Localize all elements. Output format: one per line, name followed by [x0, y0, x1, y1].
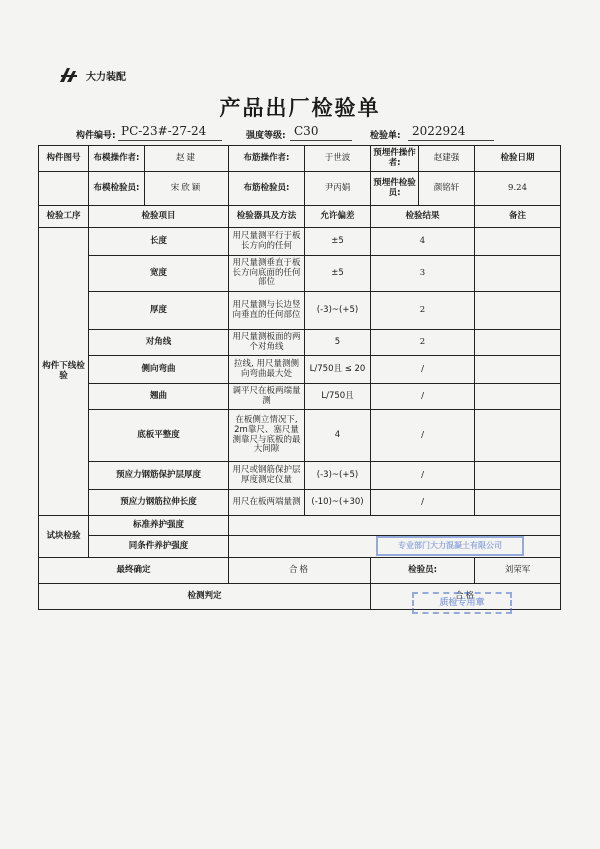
result-header: 检验结果 — [371, 206, 475, 228]
tool-method-header: 检验器具及方法 — [229, 206, 305, 228]
component-no-value: PC-23#-27-24 — [121, 124, 207, 138]
row-method: 用尺或钢筋保护层厚度测定仪量 — [229, 462, 305, 490]
formwork-inspector-signature: 宋欣颖 — [145, 172, 229, 206]
judgement-signature: 合格 — [371, 584, 561, 610]
row-result: 3 — [371, 256, 475, 292]
formwork-inspector-label: 布模检验员: — [89, 172, 145, 206]
same-curing-strength-label: 同条件养护强度 — [89, 536, 229, 558]
row-item: 长度 — [89, 228, 229, 256]
formwork-operator-label: 布模操作者: — [89, 146, 145, 172]
row-remarks — [475, 256, 561, 292]
inspector-label: 检验员: — [371, 558, 475, 584]
row-result: / — [371, 410, 475, 462]
row-method: 用尺量测平行于板长方向的任何 — [229, 228, 305, 256]
row-method: 用尺量测与长边竖向垂直的任何部位 — [229, 292, 305, 330]
company-logo-icon — [58, 66, 80, 84]
rebar-inspector-label: 布筋检验员: — [229, 172, 305, 206]
std-curing-strength-label: 标准养护强度 — [89, 516, 229, 536]
row-item: 预应力钢筋拉伸长度 — [89, 490, 229, 516]
row-result: 2 — [371, 330, 475, 356]
row-remarks — [475, 356, 561, 384]
company-name: 大力装配 — [86, 72, 126, 83]
row-item: 对角线 — [89, 330, 229, 356]
qc-stamp: 质检专用章 — [412, 592, 512, 614]
inspection-date-value: 9.24 — [475, 172, 561, 206]
row-method: 用尺量测板面的两个对角线 — [229, 330, 305, 356]
row-remarks — [475, 330, 561, 356]
row-method: 拉线, 用尺量测侧向弯曲最大处 — [229, 356, 305, 384]
page-title: 产品出厂检验单 — [219, 96, 381, 120]
row-result: 4 — [371, 228, 475, 256]
inspection-date-label: 检验日期 — [475, 146, 561, 172]
component-no-underline — [118, 140, 222, 141]
test-block-label: 试块检验 — [39, 516, 89, 558]
row-remarks — [475, 292, 561, 330]
embed-inspector-signature: 颜铭轩 — [419, 172, 475, 206]
process-header: 检验工序 — [39, 206, 89, 228]
row-tolerance: 4 — [305, 410, 371, 462]
inspection-no-value: 2022924 — [412, 124, 466, 138]
offline-inspection-label: 构件下线检验 — [39, 228, 89, 516]
inspection-no-label: 检验单: — [370, 131, 401, 141]
component-no-label: 构件编号: — [76, 131, 116, 141]
embed-operator-label: 预埋件操作者: — [371, 146, 419, 172]
row-item: 翘曲 — [89, 384, 229, 410]
strength-grade-value: C30 — [294, 124, 319, 138]
row-tolerance: (-3)~(+5) — [305, 292, 371, 330]
row-method: 用尺在板两端量测 — [229, 490, 305, 516]
tolerance-header: 允许偏差 — [305, 206, 371, 228]
final-result-signature: 合格 — [229, 558, 371, 584]
row-remarks — [475, 410, 561, 462]
row-result: 2 — [371, 292, 475, 330]
row-tolerance: ±5 — [305, 228, 371, 256]
row-tolerance: ±5 — [305, 256, 371, 292]
inspection-no-underline — [408, 140, 494, 141]
strength-grade-label: 强度等级: — [246, 131, 286, 141]
row-tolerance: L/750且 — [305, 384, 371, 410]
row-tolerance: (-3)~(+5) — [305, 462, 371, 490]
row-tolerance: L/750且 ≤ 20 — [305, 356, 371, 384]
row-item: 宽度 — [89, 256, 229, 292]
row-result: / — [371, 490, 475, 516]
embed-inspector-label: 预埋件检验员: — [371, 172, 419, 206]
row-result: / — [371, 462, 475, 490]
company-stamp: 专业部门大力混凝土有限公司 — [376, 536, 524, 556]
remarks-header: 备注 — [475, 206, 561, 228]
row-item: 预应力钢筋保护层厚度 — [89, 462, 229, 490]
row-remarks — [475, 384, 561, 410]
std-curing-strength-value — [229, 516, 561, 536]
row-method: 调平尺在板两端量测 — [229, 384, 305, 410]
item-header: 检验项目 — [89, 206, 229, 228]
row-method: 用尺量测垂直于板长方向底面的任何部位 — [229, 256, 305, 292]
row-item: 侧向弯曲 — [89, 356, 229, 384]
row-remarks — [475, 490, 561, 516]
row-result: / — [371, 356, 475, 384]
row-method: 在板侧立情况下, 2m靠尺、塞尺量测靠尺与底板的最大间隙 — [229, 410, 305, 462]
final-confirmation-label: 最终确定 — [39, 558, 229, 584]
row-item: 底板平整度 — [89, 410, 229, 462]
formwork-operator-signature: 赵建 — [145, 146, 229, 172]
row-remarks — [475, 228, 561, 256]
embed-operator-signature: 赵建强 — [419, 146, 475, 172]
rebar-operator-signature: 于世波 — [305, 146, 371, 172]
component-drawing-no-value — [39, 172, 89, 206]
inspection-judgement-label: 检测判定 — [39, 584, 371, 610]
rebar-operator-label: 布筋操作者: — [229, 146, 305, 172]
rebar-inspector-signature: 尹丙娟 — [305, 172, 371, 206]
row-remarks — [475, 462, 561, 490]
strength-grade-underline — [290, 140, 352, 141]
inspector-signature: 刘荣军 — [475, 558, 561, 584]
row-tolerance: (-10)~(+30) — [305, 490, 371, 516]
row-item: 厚度 — [89, 292, 229, 330]
row-tolerance: 5 — [305, 330, 371, 356]
component-drawing-no-label: 构件图号 — [39, 146, 89, 172]
row-result: / — [371, 384, 475, 410]
